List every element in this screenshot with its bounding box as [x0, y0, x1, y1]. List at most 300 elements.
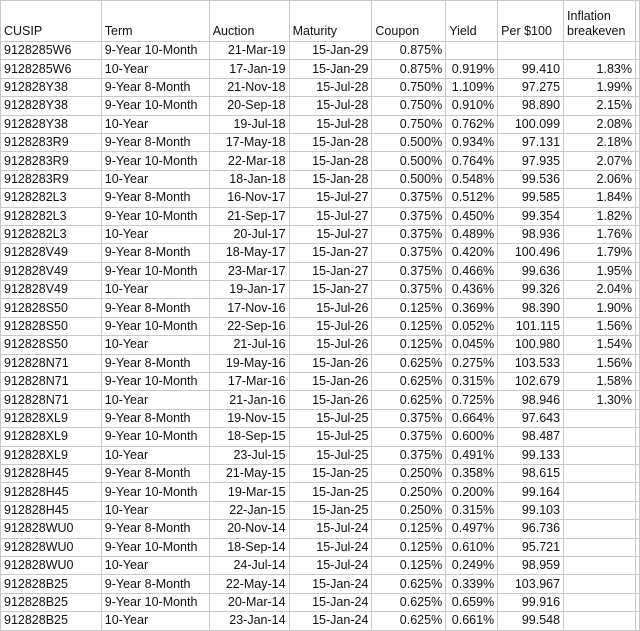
cell-cusip[interactable]: 9128285W6 [1, 42, 102, 60]
cell-auction[interactable]: 20-Nov-14 [209, 520, 289, 538]
cell-coupon[interactable]: 0.625% [372, 612, 446, 630]
cell-breakeven[interactable] [564, 593, 636, 611]
cell-price[interactable]: 98.959 [498, 556, 564, 574]
cell-overflow[interactable] [635, 428, 639, 446]
cell-term[interactable]: 9-Year 8-Month [101, 354, 209, 372]
cell-cusip[interactable]: 9128283R9 [1, 152, 102, 170]
cell-maturity[interactable]: 15-Jul-27 [289, 225, 372, 243]
cell-auction[interactable]: 20-Mar-14 [209, 593, 289, 611]
cell-term[interactable]: 9-Year 10-Month [101, 428, 209, 446]
cell-overflow[interactable] [635, 170, 639, 188]
cell-maturity[interactable]: 15-Jan-28 [289, 133, 372, 151]
cell-coupon[interactable]: 0.250% [372, 483, 446, 501]
cell-auction[interactable]: 20-Jul-17 [209, 225, 289, 243]
cell-breakeven[interactable]: 1.82% [564, 207, 636, 225]
table-row [1, 501, 640, 519]
column-header-term[interactable]: Term [101, 1, 209, 42]
cell-term[interactable]: 9-Year 8-Month [101, 189, 209, 207]
cell-auction[interactable]: 21-Sep-17 [209, 207, 289, 225]
cell-maturity[interactable]: 15-Jul-25 [289, 446, 372, 464]
cell-coupon[interactable]: 0.625% [372, 593, 446, 611]
cell-auction[interactable]: 24-Jul-14 [209, 556, 289, 574]
cell-overflow[interactable] [635, 262, 639, 280]
cell-coupon[interactable]: 0.750% [372, 115, 446, 133]
cell-price[interactable]: 99.548 [498, 612, 564, 630]
cell-overflow[interactable] [635, 373, 639, 391]
cell-overflow[interactable] [635, 299, 639, 317]
cell-yield[interactable]: 0.762% [446, 115, 498, 133]
cell-price[interactable]: 98.615 [498, 464, 564, 482]
cell-breakeven[interactable]: 1.58% [564, 373, 636, 391]
cell-cusip[interactable]: 912828V49 [1, 281, 102, 299]
cell-maturity[interactable]: 15-Jan-25 [289, 483, 372, 501]
cell-term[interactable]: 10-Year [101, 391, 209, 409]
cell-maturity[interactable]: 15-Jul-25 [289, 428, 372, 446]
cell-term[interactable]: 10-Year [101, 115, 209, 133]
cell-maturity[interactable]: 15-Jan-29 [289, 60, 372, 78]
cell-breakeven[interactable]: 2.08% [564, 115, 636, 133]
cell-maturity[interactable]: 15-Jan-27 [289, 281, 372, 299]
cell-yield[interactable]: 0.764% [446, 152, 498, 170]
cell-breakeven[interactable]: 1.56% [564, 354, 636, 372]
cell-breakeven[interactable]: 1.84% [564, 189, 636, 207]
cell-maturity[interactable]: 15-Jan-26 [289, 373, 372, 391]
cell-price[interactable]: 97.131 [498, 133, 564, 151]
cell-overflow[interactable] [635, 409, 639, 427]
cell-price[interactable]: 98.946 [498, 391, 564, 409]
cell-overflow[interactable] [635, 354, 639, 372]
cell-price[interactable]: 98.890 [498, 97, 564, 115]
cell-yield[interactable]: 0.450% [446, 207, 498, 225]
cell-overflow[interactable] [635, 78, 639, 96]
cell-breakeven[interactable]: 1.90% [564, 299, 636, 317]
cell-coupon[interactable]: 0.375% [372, 281, 446, 299]
cell-coupon[interactable]: 0.250% [372, 501, 446, 519]
cell-coupon[interactable]: 0.375% [372, 244, 446, 262]
cell-yield[interactable]: 0.497% [446, 520, 498, 538]
column-header-maturity[interactable]: Maturity [289, 1, 372, 42]
cell-price[interactable]: 99.103 [498, 501, 564, 519]
cell-cusip[interactable]: 9128282L3 [1, 207, 102, 225]
cell-cusip[interactable]: 912828N71 [1, 373, 102, 391]
column-header-coupon[interactable]: Coupon [372, 1, 446, 42]
cell-cusip[interactable]: 912828B25 [1, 593, 102, 611]
cell-breakeven[interactable] [564, 575, 636, 593]
cell-auction[interactable]: 21-May-15 [209, 464, 289, 482]
cell-price[interactable]: 100.496 [498, 244, 564, 262]
column-header-price[interactable]: Per $100 [498, 1, 564, 42]
cell-cusip[interactable]: 912828WU0 [1, 556, 102, 574]
cell-coupon[interactable]: 0.250% [372, 464, 446, 482]
cell-yield[interactable]: 0.358% [446, 464, 498, 482]
cell-term[interactable]: 9-Year 10-Month [101, 538, 209, 556]
cell-cusip[interactable]: 912828N71 [1, 391, 102, 409]
cell-price[interactable]: 95.721 [498, 538, 564, 556]
table-body [1, 42, 640, 631]
cell-cusip[interactable]: 912828B25 [1, 575, 102, 593]
cell-price[interactable] [498, 42, 564, 60]
cell-overflow[interactable] [635, 464, 639, 482]
cell-breakeven[interactable]: 1.83% [564, 60, 636, 78]
cell-breakeven[interactable]: 1.76% [564, 225, 636, 243]
cell-breakeven[interactable] [564, 464, 636, 482]
cell-price[interactable]: 103.967 [498, 575, 564, 593]
cell-cusip[interactable]: 9128282L3 [1, 189, 102, 207]
cell-coupon[interactable]: 0.375% [372, 189, 446, 207]
cell-coupon[interactable]: 0.625% [372, 373, 446, 391]
cell-breakeven[interactable] [564, 446, 636, 464]
cell-auction[interactable]: 18-May-17 [209, 244, 289, 262]
cell-auction[interactable]: 22-Mar-18 [209, 152, 289, 170]
cell-coupon[interactable]: 0.875% [372, 60, 446, 78]
cell-overflow[interactable] [635, 152, 639, 170]
cell-cusip[interactable]: 9128283R9 [1, 133, 102, 151]
cell-maturity[interactable]: 15-Jan-26 [289, 354, 372, 372]
cell-coupon[interactable]: 0.125% [372, 299, 446, 317]
cell-maturity[interactable]: 15-Jul-24 [289, 520, 372, 538]
cell-maturity[interactable]: 15-Jul-24 [289, 556, 372, 574]
cell-overflow[interactable] [635, 1, 639, 42]
cell-breakeven[interactable]: 2.15% [564, 97, 636, 115]
cell-overflow[interactable] [635, 189, 639, 207]
cell-cusip[interactable]: 912828Y38 [1, 115, 102, 133]
cell-cusip[interactable]: 912828S50 [1, 317, 102, 335]
cell-yield[interactable]: 1.109% [446, 78, 498, 96]
cell-term[interactable]: 10-Year [101, 281, 209, 299]
cell-price[interactable]: 101.115 [498, 317, 564, 335]
cell-auction[interactable]: 19-Jan-17 [209, 281, 289, 299]
cell-auction[interactable]: 18-Sep-15 [209, 428, 289, 446]
cell-yield[interactable]: 0.436% [446, 281, 498, 299]
cell-maturity[interactable]: 15-Jan-27 [289, 244, 372, 262]
cell-maturity[interactable]: 15-Jan-24 [289, 593, 372, 611]
cell-term[interactable]: 10-Year [101, 170, 209, 188]
cell-term[interactable]: 9-Year 8-Month [101, 520, 209, 538]
cell-price[interactable]: 99.636 [498, 262, 564, 280]
cell-yield[interactable]: 0.045% [446, 336, 498, 354]
cell-auction[interactable]: 21-Nov-18 [209, 78, 289, 96]
cell-overflow[interactable] [635, 593, 639, 611]
cell-maturity[interactable]: 15-Jan-24 [289, 575, 372, 593]
cell-yield[interactable]: 0.548% [446, 170, 498, 188]
cell-cusip[interactable]: 9128285W6 [1, 60, 102, 78]
cell-maturity[interactable]: 15-Jan-29 [289, 42, 372, 60]
cell-term[interactable]: 9-Year 8-Month [101, 133, 209, 151]
cell-coupon[interactable]: 0.625% [372, 354, 446, 372]
cell-maturity[interactable]: 15-Jul-28 [289, 115, 372, 133]
cell-overflow[interactable] [635, 556, 639, 574]
cell-breakeven[interactable]: 1.30% [564, 391, 636, 409]
cell-term[interactable]: 9-Year 8-Month [101, 464, 209, 482]
cell-yield[interactable]: 0.725% [446, 391, 498, 409]
cell-breakeven[interactable] [564, 428, 636, 446]
cell-breakeven[interactable]: 2.04% [564, 281, 636, 299]
cell-coupon[interactable]: 0.625% [372, 575, 446, 593]
cell-term[interactable]: 10-Year [101, 501, 209, 519]
cell-term[interactable]: 9-Year 10-Month [101, 483, 209, 501]
cell-coupon[interactable]: 0.625% [372, 391, 446, 409]
cell-coupon[interactable]: 0.375% [372, 225, 446, 243]
cell-maturity[interactable]: 15-Jul-28 [289, 78, 372, 96]
cell-price[interactable]: 97.275 [498, 78, 564, 96]
cell-coupon[interactable]: 0.500% [372, 133, 446, 151]
cell-cusip[interactable]: 912828N71 [1, 354, 102, 372]
cell-term[interactable]: 10-Year [101, 556, 209, 574]
cell-maturity[interactable]: 15-Jul-26 [289, 317, 372, 335]
cell-auction[interactable]: 22-Sep-16 [209, 317, 289, 335]
cell-overflow[interactable] [635, 520, 639, 538]
cell-overflow[interactable] [635, 317, 639, 335]
cell-coupon[interactable]: 0.375% [372, 409, 446, 427]
cell-yield[interactable]: 0.919% [446, 60, 498, 78]
cell-maturity[interactable]: 15-Jul-27 [289, 207, 372, 225]
cell-yield[interactable]: 0.512% [446, 189, 498, 207]
cell-breakeven[interactable] [564, 556, 636, 574]
cell-maturity[interactable]: 15-Jan-25 [289, 501, 372, 519]
cell-term[interactable]: 9-Year 10-Month [101, 152, 209, 170]
cell-term[interactable]: 9-Year 10-Month [101, 373, 209, 391]
cell-auction[interactable]: 23-Jan-14 [209, 612, 289, 630]
cell-auction[interactable]: 23-Mar-17 [209, 262, 289, 280]
cell-price[interactable]: 96.736 [498, 520, 564, 538]
cell-term[interactable]: 9-Year 10-Month [101, 262, 209, 280]
cell-breakeven[interactable]: 1.99% [564, 78, 636, 96]
cell-coupon[interactable]: 0.125% [372, 556, 446, 574]
cell-auction[interactable]: 21-Mar-19 [209, 42, 289, 60]
cell-yield[interactable]: 0.249% [446, 556, 498, 574]
cell-term[interactable]: 9-Year 8-Month [101, 78, 209, 96]
cell-overflow[interactable] [635, 538, 639, 556]
cell-yield[interactable]: 0.420% [446, 244, 498, 262]
cell-yield[interactable]: 0.489% [446, 225, 498, 243]
cell-yield[interactable]: 0.200% [446, 483, 498, 501]
cell-coupon[interactable]: 0.375% [372, 428, 446, 446]
cell-term[interactable]: 9-Year 10-Month [101, 317, 209, 335]
cell-cusip[interactable]: 912828Y38 [1, 78, 102, 96]
cell-coupon[interactable]: 0.500% [372, 152, 446, 170]
cell-yield[interactable]: 0.664% [446, 409, 498, 427]
cell-cusip[interactable]: 912828XL9 [1, 409, 102, 427]
cell-term[interactable]: 9-Year 8-Month [101, 299, 209, 317]
cell-auction[interactable]: 17-May-18 [209, 133, 289, 151]
column-header-yield[interactable]: Yield [446, 1, 498, 42]
cell-yield[interactable]: 0.315% [446, 501, 498, 519]
cell-price[interactable]: 99.410 [498, 60, 564, 78]
cell-maturity[interactable]: 15-Jul-25 [289, 409, 372, 427]
cell-breakeven[interactable]: 1.54% [564, 336, 636, 354]
cell-yield[interactable]: 0.659% [446, 593, 498, 611]
cell-breakeven[interactable]: 2.18% [564, 133, 636, 151]
cell-price[interactable]: 100.980 [498, 336, 564, 354]
cell-cusip[interactable]: 912828S50 [1, 299, 102, 317]
cell-breakeven[interactable] [564, 501, 636, 519]
cell-cusip[interactable]: 912828XL9 [1, 446, 102, 464]
cell-price[interactable]: 99.916 [498, 593, 564, 611]
cell-cusip[interactable]: 912828H45 [1, 464, 102, 482]
cell-price[interactable]: 98.487 [498, 428, 564, 446]
cell-price[interactable]: 100.099 [498, 115, 564, 133]
cell-breakeven[interactable]: 2.06% [564, 170, 636, 188]
cell-auction[interactable]: 23-Jul-15 [209, 446, 289, 464]
cell-coupon[interactable]: 0.500% [372, 170, 446, 188]
cell-price[interactable]: 99.133 [498, 446, 564, 464]
cell-price[interactable]: 98.936 [498, 225, 564, 243]
cell-auction[interactable]: 17-Mar-16 [209, 373, 289, 391]
cell-yield[interactable]: 0.315% [446, 373, 498, 391]
cell-auction[interactable]: 22-Jan-15 [209, 501, 289, 519]
cell-overflow[interactable] [635, 207, 639, 225]
cell-overflow[interactable] [635, 281, 639, 299]
cell-term[interactable]: 9-Year 10-Month [101, 207, 209, 225]
cell-coupon[interactable]: 0.375% [372, 262, 446, 280]
cell-auction[interactable]: 20-Sep-18 [209, 97, 289, 115]
cell-auction[interactable]: 18-Sep-14 [209, 538, 289, 556]
cell-overflow[interactable] [635, 60, 639, 78]
cell-coupon[interactable]: 0.125% [372, 520, 446, 538]
cell-cusip[interactable]: 9128282L3 [1, 225, 102, 243]
cell-overflow[interactable] [635, 244, 639, 262]
cell-coupon[interactable]: 0.875% [372, 42, 446, 60]
cell-overflow[interactable] [635, 133, 639, 151]
cell-term[interactable]: 10-Year [101, 446, 209, 464]
cell-auction[interactable]: 17-Jan-19 [209, 60, 289, 78]
cell-cusip[interactable]: 912828WU0 [1, 538, 102, 556]
cell-overflow[interactable] [635, 446, 639, 464]
cell-overflow[interactable] [635, 612, 639, 630]
cell-cusip[interactable]: 912828V49 [1, 262, 102, 280]
cell-coupon[interactable]: 0.375% [372, 446, 446, 464]
cell-term[interactable]: 9-Year 8-Month [101, 244, 209, 262]
cell-coupon[interactable]: 0.375% [372, 207, 446, 225]
cell-term[interactable]: 10-Year [101, 612, 209, 630]
cell-yield[interactable]: 0.369% [446, 299, 498, 317]
cell-price[interactable]: 102.679 [498, 373, 564, 391]
cell-auction[interactable]: 16-Nov-17 [209, 189, 289, 207]
cell-maturity[interactable]: 15-Jul-28 [289, 97, 372, 115]
cell-cusip[interactable]: 912828H45 [1, 483, 102, 501]
cell-cusip[interactable]: 912828H45 [1, 501, 102, 519]
cell-maturity[interactable]: 15-Jan-25 [289, 464, 372, 482]
cell-cusip[interactable]: 912828V49 [1, 244, 102, 262]
cell-price[interactable]: 99.326 [498, 281, 564, 299]
cell-breakeven[interactable]: 1.56% [564, 317, 636, 335]
cell-breakeven[interactable] [564, 520, 636, 538]
cell-maturity[interactable]: 15-Jan-28 [289, 170, 372, 188]
cell-term[interactable]: 10-Year [101, 225, 209, 243]
cell-coupon[interactable]: 0.125% [372, 317, 446, 335]
cell-overflow[interactable] [635, 97, 639, 115]
cell-breakeven[interactable] [564, 612, 636, 630]
cell-breakeven[interactable] [564, 42, 636, 60]
cell-term[interactable]: 9-Year 10-Month [101, 97, 209, 115]
cell-overflow[interactable] [635, 42, 639, 60]
cell-maturity[interactable]: 15-Jan-27 [289, 262, 372, 280]
cell-cusip[interactable]: 912828S50 [1, 336, 102, 354]
cell-auction[interactable]: 19-Nov-15 [209, 409, 289, 427]
column-header-auction[interactable]: Auction [209, 1, 289, 42]
cell-yield[interactable]: 0.600% [446, 428, 498, 446]
cell-overflow[interactable] [635, 483, 639, 501]
cell-term[interactable]: 9-Year 10-Month [101, 42, 209, 60]
cell-yield[interactable]: 0.052% [446, 317, 498, 335]
cell-overflow[interactable] [635, 391, 639, 409]
cell-overflow[interactable] [635, 336, 639, 354]
cell-yield[interactable]: 0.491% [446, 446, 498, 464]
cell-auction[interactable]: 18-Jan-18 [209, 170, 289, 188]
cell-breakeven[interactable]: 1.95% [564, 262, 636, 280]
cell-cusip[interactable]: 912828Y38 [1, 97, 102, 115]
cell-auction[interactable]: 19-Jul-18 [209, 115, 289, 133]
cell-maturity[interactable]: 15-Jul-27 [289, 189, 372, 207]
cell-price[interactable]: 99.354 [498, 207, 564, 225]
cell-maturity[interactable]: 15-Jul-26 [289, 336, 372, 354]
cell-breakeven[interactable]: 1.79% [564, 244, 636, 262]
cell-maturity[interactable]: 15-Jul-26 [289, 299, 372, 317]
cell-cusip[interactable]: 912828XL9 [1, 428, 102, 446]
cell-overflow[interactable] [635, 225, 639, 243]
cell-cusip[interactable]: 912828B25 [1, 612, 102, 630]
cell-yield[interactable]: 0.610% [446, 538, 498, 556]
cell-yield[interactable]: 0.661% [446, 612, 498, 630]
cell-yield[interactable]: 0.934% [446, 133, 498, 151]
cell-breakeven[interactable] [564, 409, 636, 427]
cell-auction[interactable]: 21-Jul-16 [209, 336, 289, 354]
cell-coupon[interactable]: 0.125% [372, 538, 446, 556]
cell-breakeven[interactable]: 2.07% [564, 152, 636, 170]
cell-yield[interactable]: 0.466% [446, 262, 498, 280]
cell-breakeven[interactable] [564, 538, 636, 556]
cell-coupon[interactable]: 0.750% [372, 97, 446, 115]
table-row [1, 428, 640, 446]
cell-maturity[interactable]: 15-Jan-24 [289, 612, 372, 630]
cell-breakeven[interactable] [564, 483, 636, 501]
cell-price[interactable]: 99.164 [498, 483, 564, 501]
cell-overflow[interactable] [635, 501, 639, 519]
cell-yield[interactable]: 0.339% [446, 575, 498, 593]
cell-overflow[interactable] [635, 115, 639, 133]
cell-term[interactable]: 9-Year 10-Month [101, 593, 209, 611]
cell-auction[interactable]: 21-Jan-16 [209, 391, 289, 409]
cell-auction[interactable]: 19-Mar-15 [209, 483, 289, 501]
cell-auction[interactable]: 19-May-16 [209, 354, 289, 372]
cell-term[interactable]: 10-Year [101, 60, 209, 78]
cell-price[interactable]: 99.536 [498, 170, 564, 188]
cell-price[interactable]: 97.643 [498, 409, 564, 427]
cell-maturity[interactable]: 15-Jan-26 [289, 391, 372, 409]
cell-price[interactable]: 99.585 [498, 189, 564, 207]
cell-cusip[interactable]: 912828WU0 [1, 520, 102, 538]
cell-term[interactable]: 9-Year 8-Month [101, 409, 209, 427]
cell-auction[interactable]: 17-Nov-16 [209, 299, 289, 317]
cell-coupon[interactable]: 0.125% [372, 336, 446, 354]
cell-maturity[interactable]: 15-Jul-24 [289, 538, 372, 556]
cell-price[interactable]: 103.533 [498, 354, 564, 372]
cell-term[interactable]: 10-Year [101, 336, 209, 354]
cell-price[interactable]: 97.935 [498, 152, 564, 170]
column-header-breakeven[interactable]: Inflation breakeven [564, 1, 636, 42]
cell-yield[interactable]: 0.910% [446, 97, 498, 115]
cell-auction[interactable]: 22-May-14 [209, 575, 289, 593]
cell-cusip[interactable]: 9128283R9 [1, 170, 102, 188]
cell-maturity[interactable]: 15-Jan-28 [289, 152, 372, 170]
column-header-cusip[interactable]: CUSIP [1, 1, 102, 42]
cell-yield[interactable]: 0.275% [446, 354, 498, 372]
cell-overflow[interactable] [635, 575, 639, 593]
cell-term[interactable]: 9-Year 8-Month [101, 575, 209, 593]
cell-coupon[interactable]: 0.750% [372, 78, 446, 96]
cell-yield[interactable] [446, 42, 498, 60]
cell-price[interactable]: 98.390 [498, 299, 564, 317]
